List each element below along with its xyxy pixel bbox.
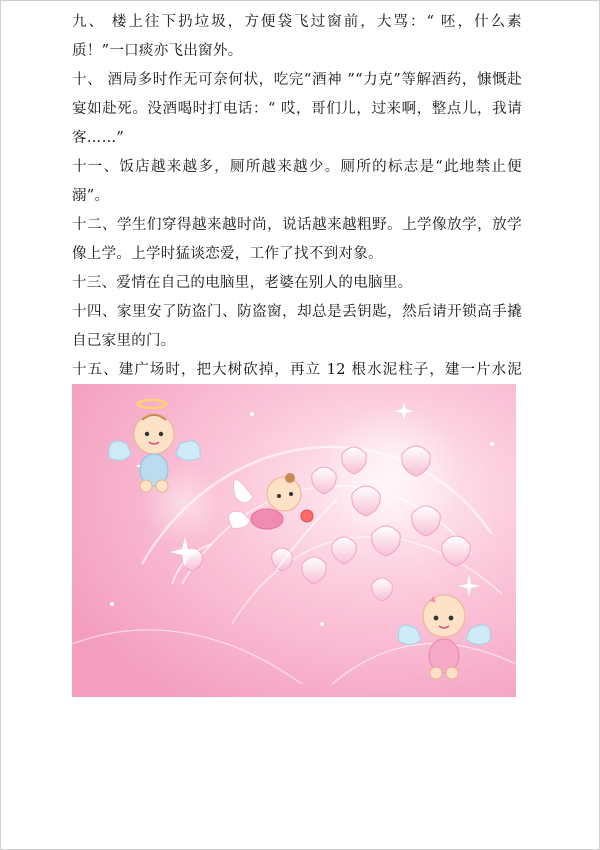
angel-illustration <box>72 384 516 697</box>
paragraph-14: 十四、家里安了防盗门、防盗窗，却总是丢钥匙，然后请开锁高手撬自己家里的门。 <box>72 304 522 349</box>
paragraph-12: 十二、学生们穿得越来越时尚，说话越来越粗野。上学像放学，放学像上学。上学时猛谈恋爱，工作了找不到对象。 <box>72 217 522 262</box>
glow-1 <box>322 404 462 544</box>
document-body <box>72 8 522 414</box>
paragraph-15: 十五、建广场时，把大树砍掉，再立 12 根水泥柱子，建一片水泥 <box>72 362 522 378</box>
paragraph-10: 十、 酒局多时作无可奈何状，吃完“酒神 ”“力克”等解酒药，慷慨赴宴如赴死。没酒喝时打电话：“ 哎，哥们儿，过来啊，整点儿，我请客……” <box>72 72 522 146</box>
paragraph-9: 九、 楼上往下扔垃圾，方便袋飞过窗前，大骂：“ 呸，什么素质！”一口痰亦飞出窗外。 <box>72 14 522 59</box>
paragraph-13: 十三、爱情在自己的电脑里，老婆在别人的电脑里。 <box>72 275 413 291</box>
paragraph-11: 十一、饭店越来越多，厕所越来越少。厕所的标志是“此地禁止便溺”。 <box>72 159 522 204</box>
illustration-svg <box>72 384 516 697</box>
